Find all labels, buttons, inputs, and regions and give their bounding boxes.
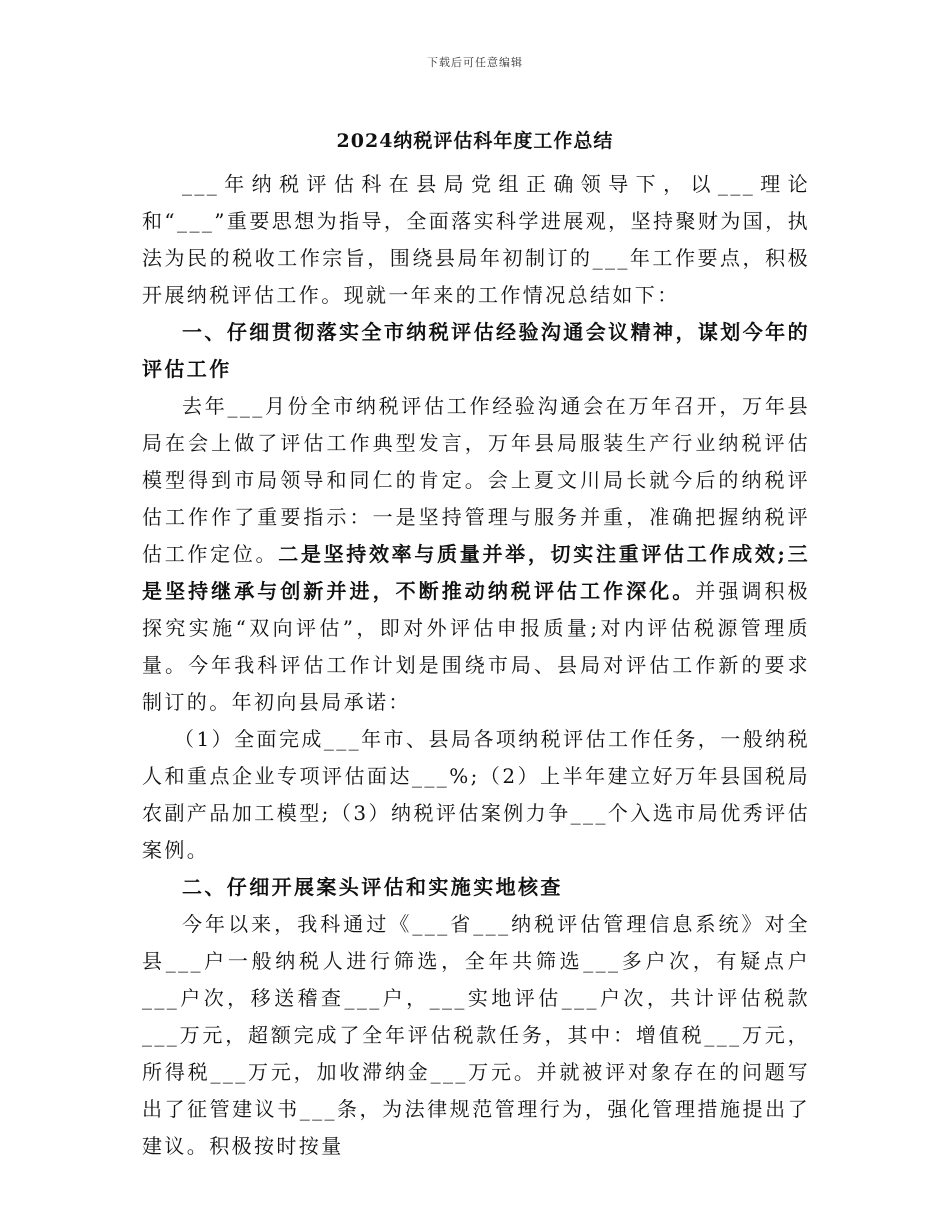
section-1-text-a: 去年___月份全市纳税评估工作经验沟通会在万年召开，万年县局在会上做了评估工作典型发言，万年县局服装生产行业纳税评估模型得到市局领导和同仁的肯定。会上夏文川局长就今后的纳税评估工作作了重要指示：一是坚持管理与服务并重，准确把握纳税评估工作定位。 xyxy=(142,394,810,566)
document-title: 2024纳税评估科年度工作总结 xyxy=(336,130,614,152)
section-heading-1: 一、仔细贯彻落实全市纳税评估经验沟通会议精神，谋划今年的评估工作 xyxy=(142,320,810,381)
section-2-paragraph: 今年以来，我科通过《___省___纳税评估管理信息系统》对全县___户一般纳税人进行筛选，全年共筛选___多户次，有疑点户___户次，移送稽查___户，___实地评估___户次，共计评估税款___万元，超额完成了全年评估税款任务，其中：增值税___万元，所得税___万元，加收滞纳金___万元。并就被评对象存在的问题写出了征管建议书___条，为法律规范管理行为，强化管理措施提出了建议。积极按时按量 xyxy=(142,912,810,1158)
document-body xyxy=(142,166,810,1165)
intro-paragraph: ___年纳税评估科在县局党组正确领导下，以___理论和“___”重要思想为指导，全面落实科学进展观，坚持聚财为国，执法为民的税收工作宗旨，围绕县局年初制订的___年工作要点，积极开展纳税评估工作。现就一年来的工作情况总结如下： xyxy=(142,172,810,307)
section-1-text-c: 并强调积极探究实施“双向评估”，即对外评估申报质量;对内评估税源管理质量。今年我科评估工作计划是围绕市局、县局对评估工作新的要求制订的。年初向县局承诺： xyxy=(142,579,811,714)
commitments-paragraph: （1）全面完成___年市、县局各项纳税评估工作任务，一般纳税人和重点企业专项评估面达___%;（2）上半年建立好万年县国税局农副产品加工模型;（3）纳税评估案例力争___个入选市局优秀评估案例。 xyxy=(142,727,810,862)
section-1-paragraph xyxy=(142,388,810,721)
section-heading-2: 二、仔细开展案头评估和实施实地核查 xyxy=(182,875,563,899)
page-header: 下载后可任意编辑 xyxy=(427,56,523,69)
section-1-text-bold: 二是坚持效率与质量并举，切实注重评估工作成效;三是坚持继承与创新并进，不断推动纳税评估工作深化。 xyxy=(142,542,810,603)
